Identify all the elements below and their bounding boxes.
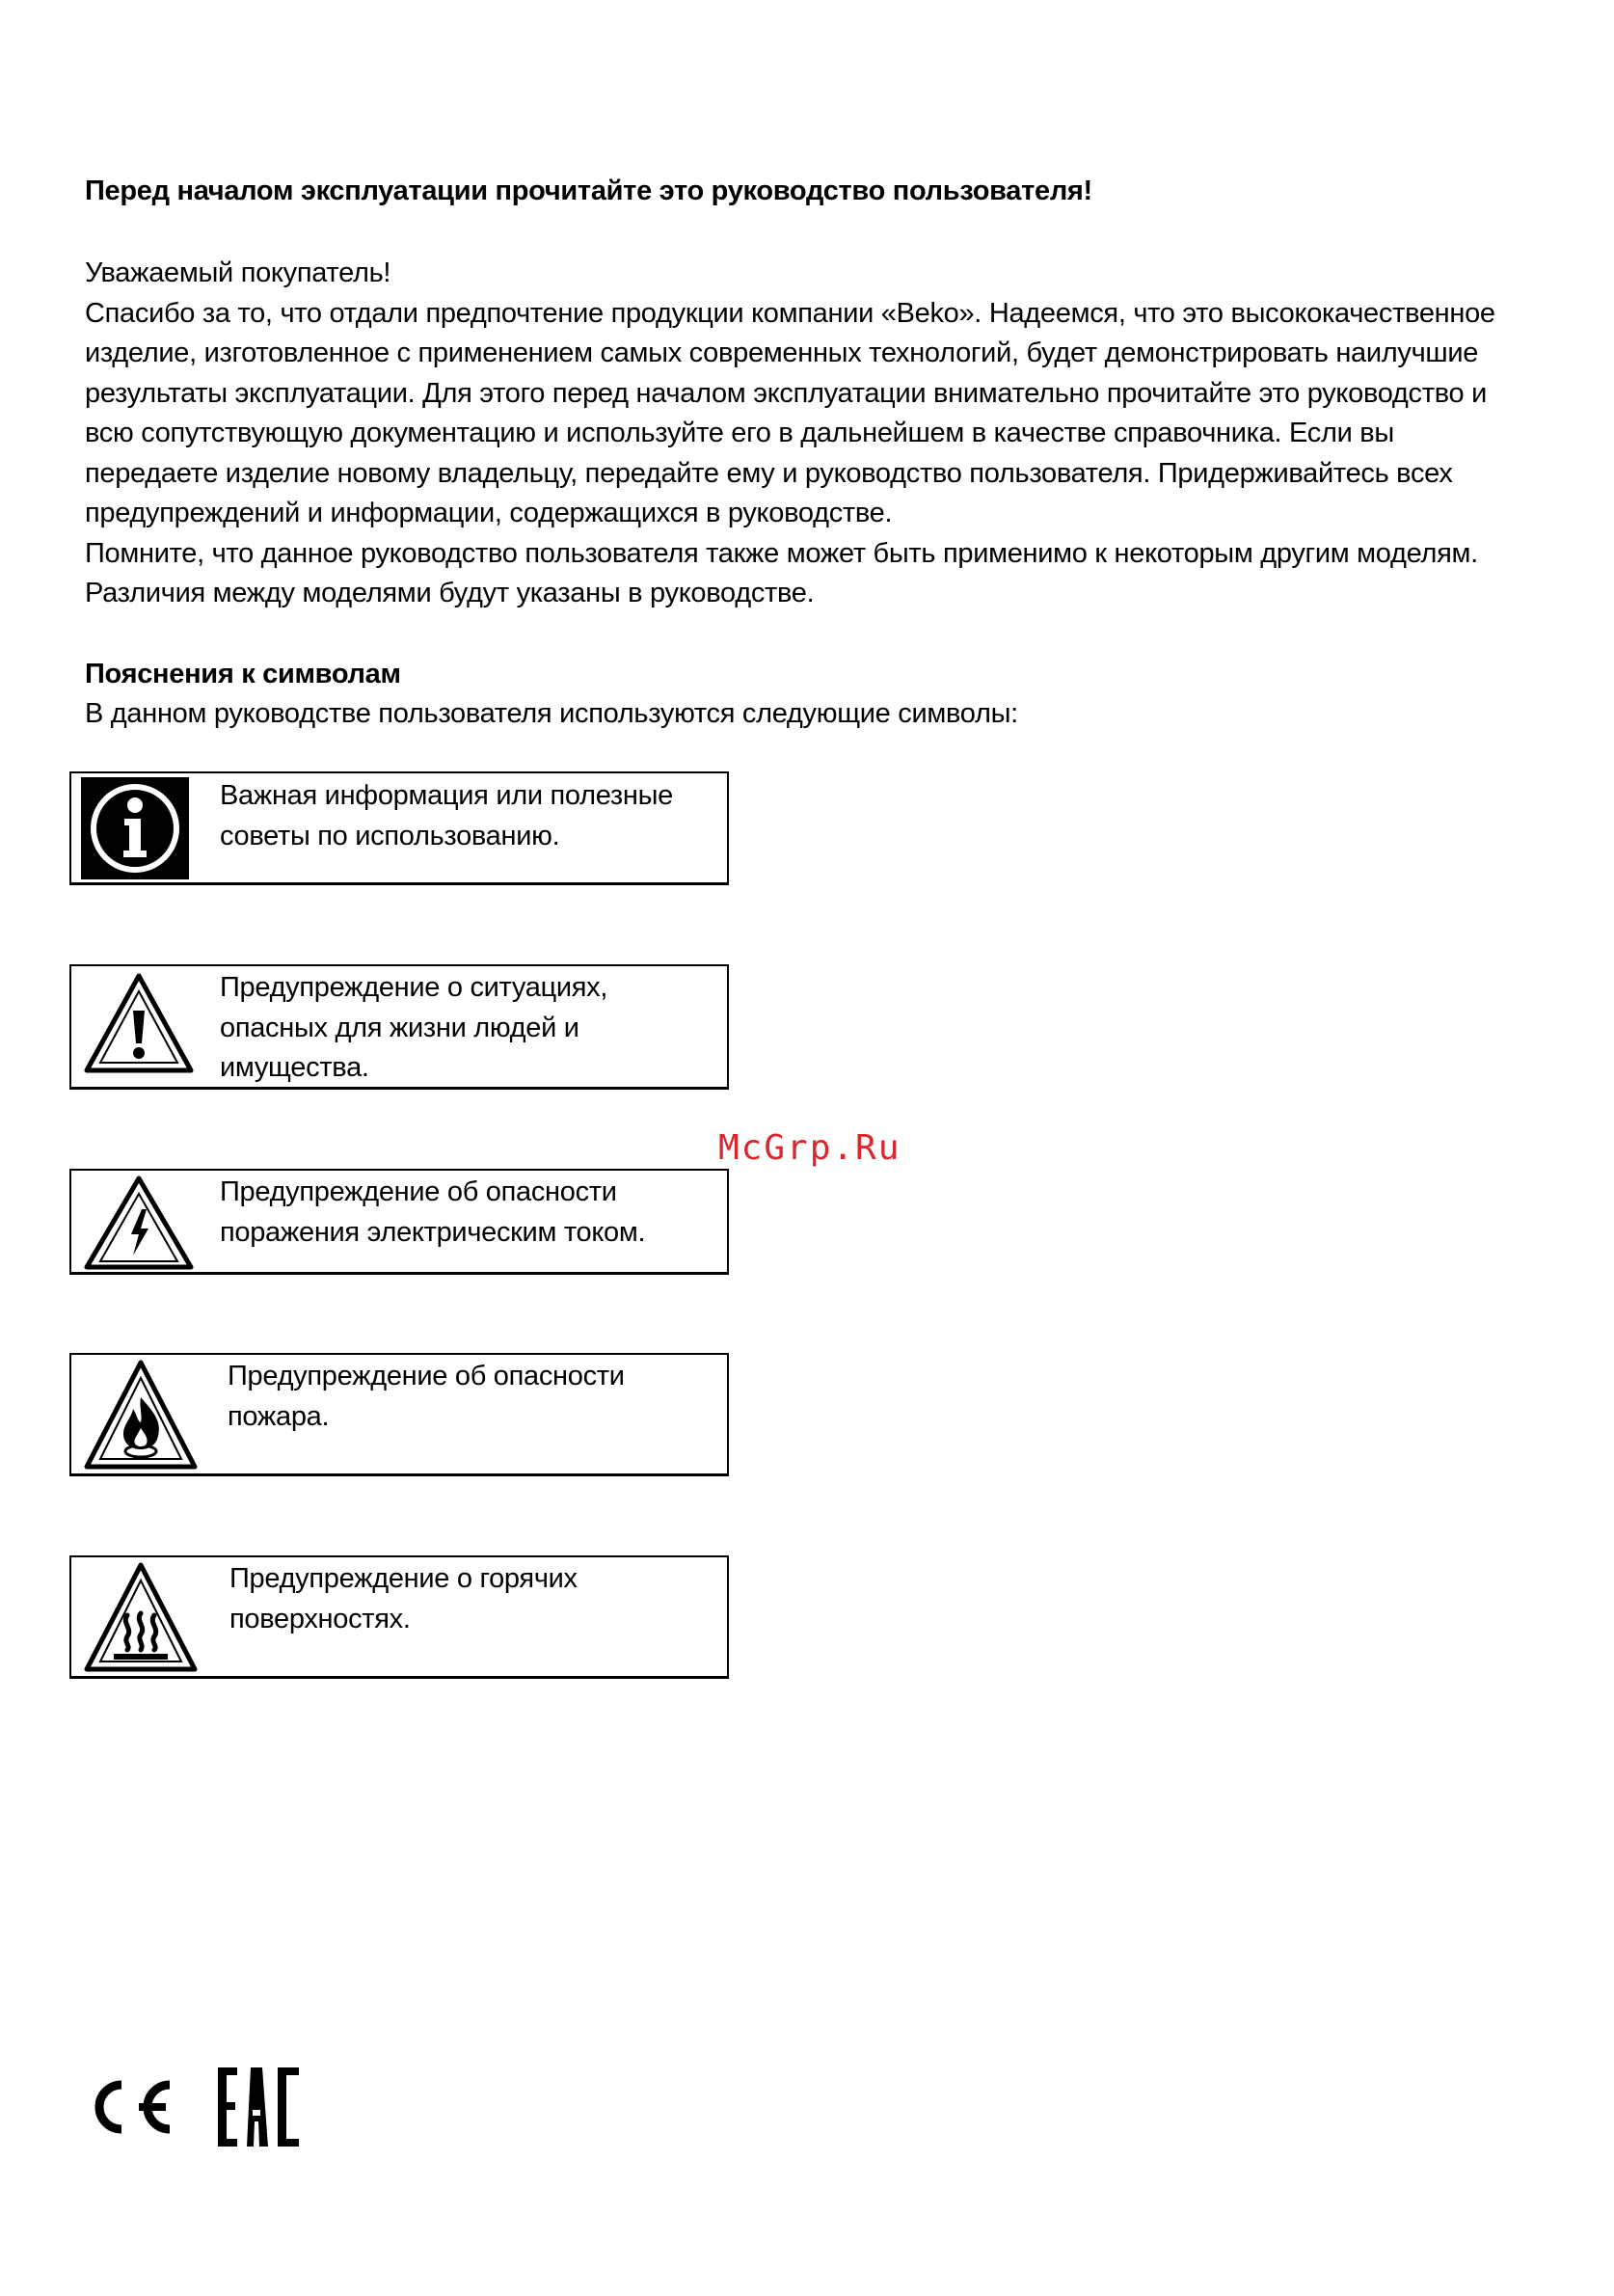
info-icon: [81, 777, 189, 884]
intro-greeting: Уважаемый покупатель!: [85, 257, 391, 288]
symbol-box-electric: [69, 1169, 729, 1275]
symbol-label-info: Важная информация или полезные советы по использованию.: [220, 780, 674, 851]
symbol-box-info: [69, 771, 729, 885]
symbol-box-fire: [69, 1353, 729, 1476]
symbol-label-electric: Предупреждение об опасности поражения электрическим током.: [220, 1176, 646, 1248]
fire-hazard-icon: [81, 1359, 201, 1477]
intro-paragraph-2: Помните, что данное руководство пользователя также может быть применимо к некоторым другим моделям. Различия между моделями будут указаны в руководстве.: [85, 537, 1478, 608]
intro-paragraph-1: Спасибо за то, что отдали предпочтение продукции компании «Beko». Надеемся, что это высококачественное изделие, изготовленное с применением самых современных технологий, будет демонстрировать наилучшие результаты эксплуатации. Для этого перед началом эксплуатации внимательно прочитайте это руководство и всю сопутствующую документацию и используйте его в дальнейшем в качестве справочника. Если вы передаете изделие новому владельцу, передайте ему и руководство пользователя. Придерживайтесь всех предупреждений и информации, содержащихся в руководстве.: [85, 297, 1495, 528]
symbol-label-warning: Предупреждение о ситуациях, опасных для жизни людей и имущества.: [220, 972, 608, 1083]
symbol-label-fire: Предупреждение об опасности пожара.: [228, 1361, 625, 1432]
page-title: Перед началом эксплуатации прочитайте это руководство пользователя!: [85, 176, 1092, 206]
certification-marks: [83, 2064, 314, 2155]
electric-shock-icon: [81, 1175, 197, 1278]
hot-surface-icon: [81, 1561, 201, 1680]
symbols-intro: В данном руководстве пользователя используются следующие символы:: [85, 698, 1018, 729]
watermark: McGrp.Ru: [718, 1128, 901, 1168]
symbol-box-hot-surface: [69, 1555, 729, 1679]
symbol-box-warning: [69, 964, 729, 1090]
symbols-heading: Пояснения к символам: [85, 659, 401, 689]
eac-mark-logo: [218, 2067, 299, 2147]
symbol-label-hot-surface: Предупреждение о горячих поверхностях.: [229, 1563, 578, 1634]
warning-exclamation-icon: [81, 970, 197, 1083]
intro-text: [85, 254, 1531, 614]
ce-mark-logo: [99, 2085, 170, 2129]
